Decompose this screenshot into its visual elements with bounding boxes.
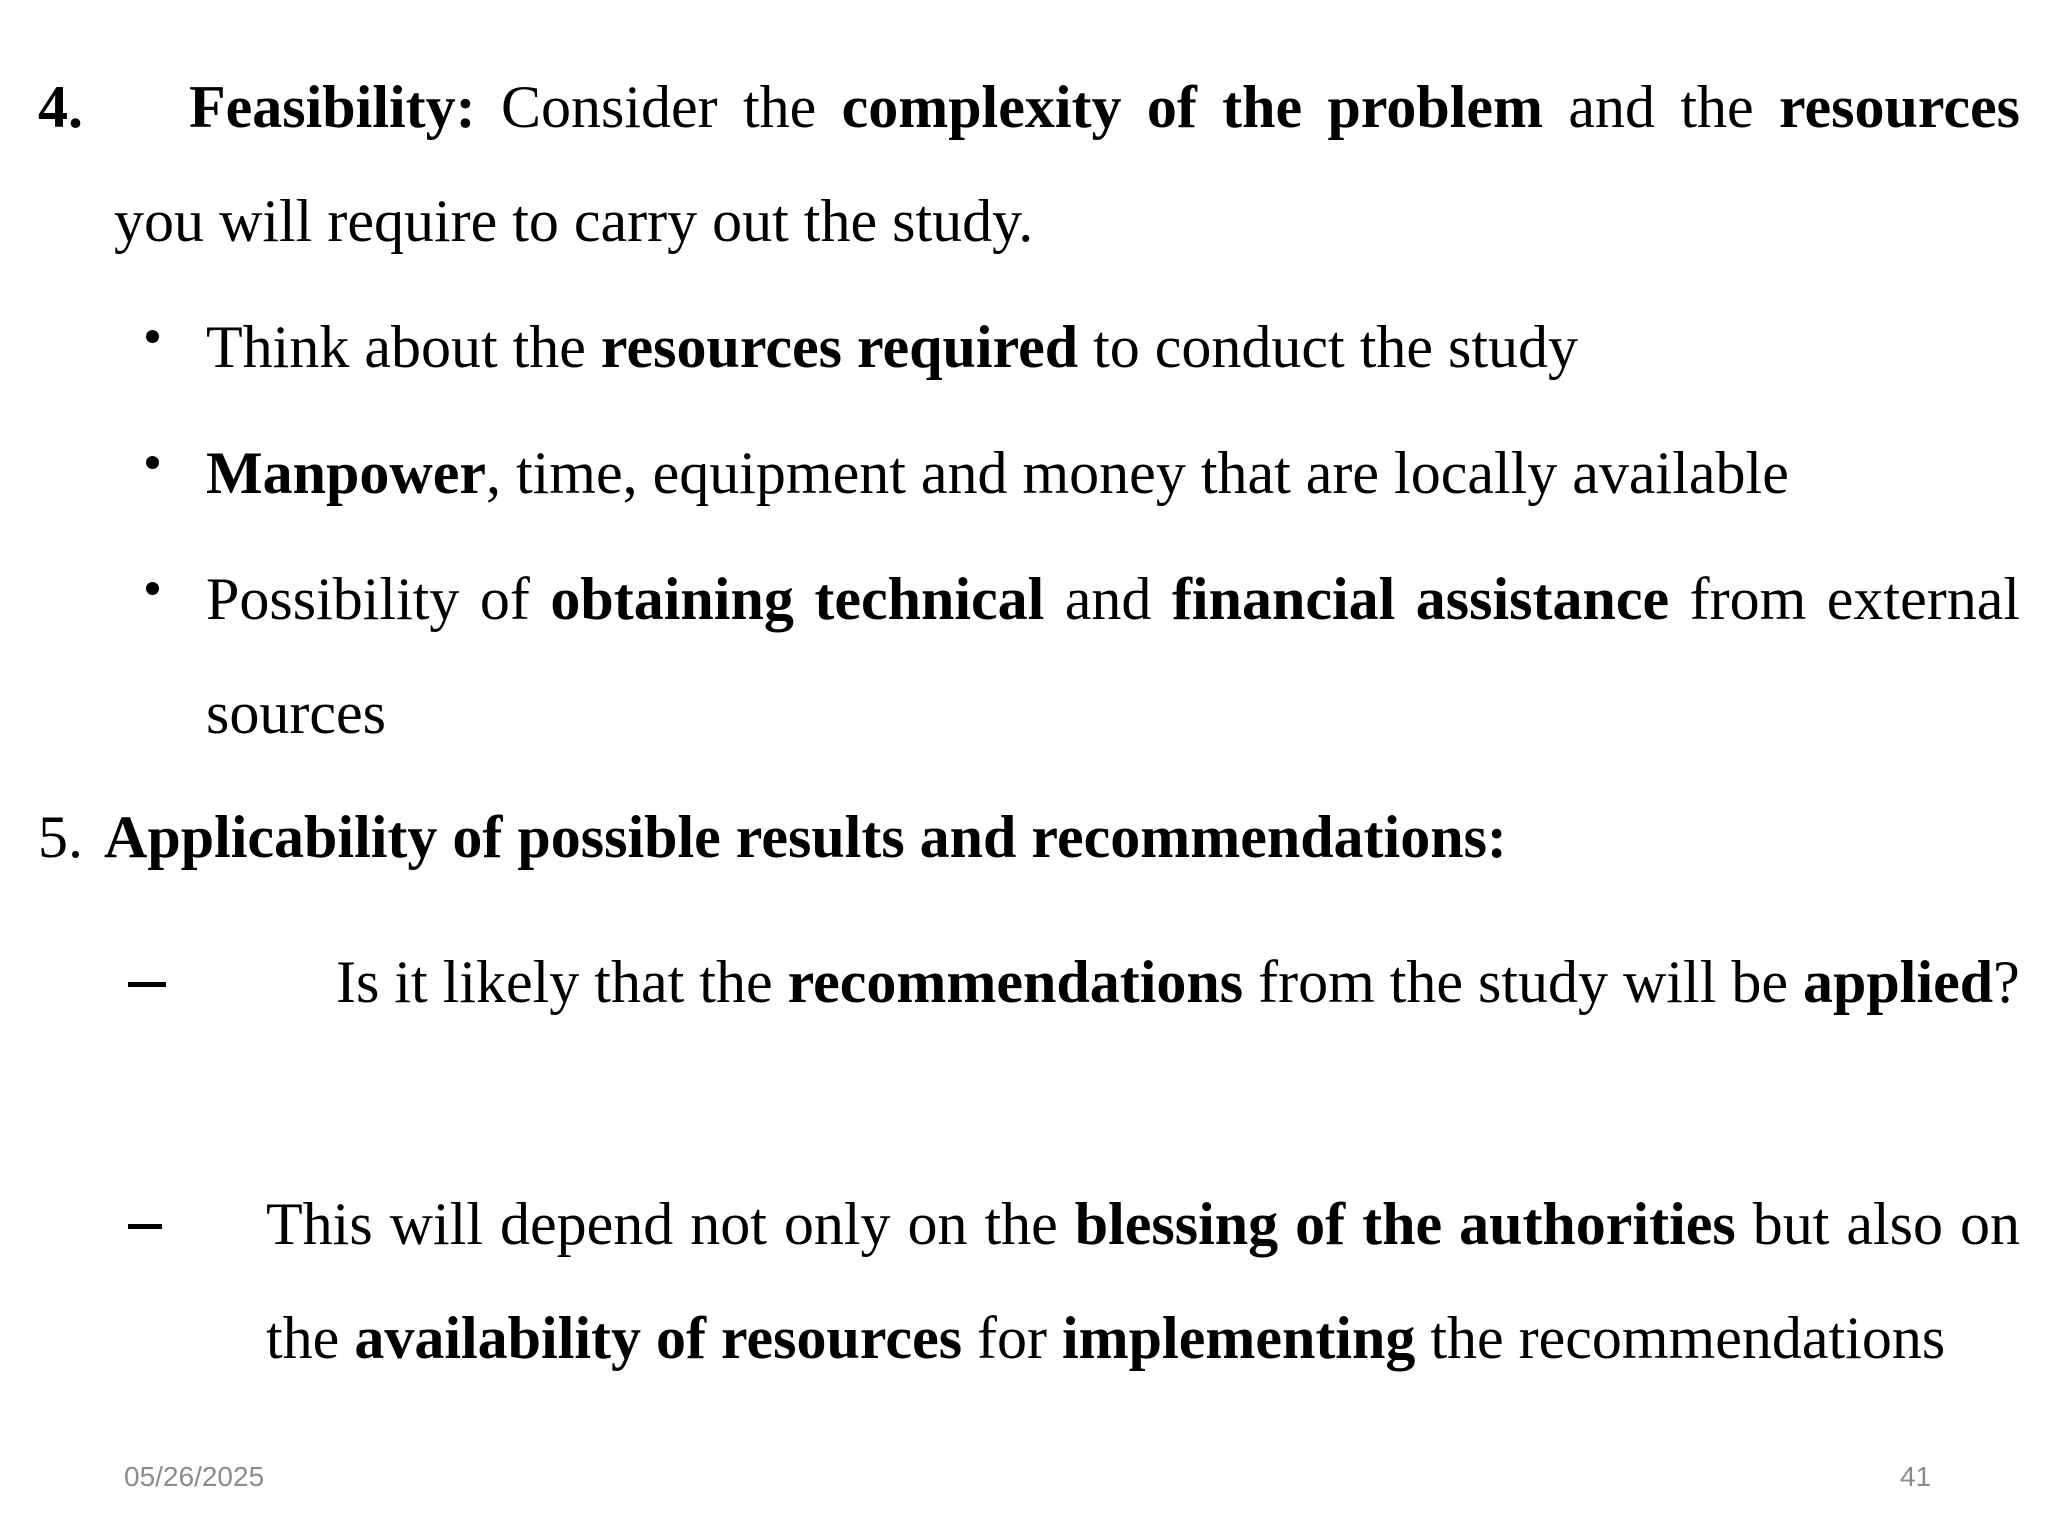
text-run: you will require to carry out the study.: [114, 188, 1034, 254]
text-run: but also on the: [266, 1191, 2020, 1371]
text-run: implementing: [1062, 1305, 1416, 1371]
text-run: for: [962, 1305, 1063, 1371]
text-run: ?: [1993, 949, 2020, 1015]
text-run: Consider the: [475, 74, 842, 140]
bullet-resources-required: [206, 290, 2020, 404]
bullet-manpower: [206, 416, 2020, 530]
bullet-dot: [146, 582, 159, 595]
text-run: from the study will be: [1243, 949, 1804, 1015]
text-run: financial assistance: [1171, 566, 1670, 632]
text-run: Possibility of: [206, 566, 551, 632]
dash-marker: [128, 1224, 162, 1229]
text-run: the recommendations: [1415, 1305, 1946, 1371]
bullet-assistance: [206, 542, 2020, 770]
text-run: resources: [1778, 74, 2021, 140]
text-run: resources required: [600, 314, 1079, 380]
footer-date: 05/26/2025: [124, 1461, 265, 1492]
bullet-dot: [146, 456, 159, 469]
item-5-number: 5.: [38, 804, 83, 870]
text-run: Feasibility:: [189, 74, 476, 140]
text-run: to conduct the study: [1078, 314, 1579, 380]
text-run: This will depend not only on the: [266, 1191, 1075, 1257]
text-run: Is it likely that the: [336, 949, 788, 1015]
text-run: obtaining technical: [550, 566, 1045, 632]
text-run: and: [1044, 566, 1172, 632]
text-run: and the: [1543, 74, 1779, 140]
text-run: complexity of the problem: [841, 74, 1544, 140]
text-run: availability of resources: [354, 1305, 963, 1371]
bullet-dot: [146, 330, 159, 343]
dash-item-recommendations-applied: [266, 925, 2020, 1039]
text-run: blessing of the authorities: [1074, 1191, 1736, 1257]
dash-item-authorities-resources: [266, 1167, 2020, 1395]
item-4-number: 4.: [38, 74, 83, 140]
item-4-feasibility-text: [38, 50, 2020, 278]
text-run: recommendations: [787, 949, 1244, 1015]
item-5-heading: Applicability of possible results and recommendations:: [104, 804, 1507, 870]
dash-marker: [128, 982, 166, 987]
text-run: , time, equipment and money that are locally available: [485, 440, 1789, 506]
text-run: Manpower: [206, 440, 486, 506]
text-run: applied: [1803, 949, 1994, 1015]
text-run: Think about the: [206, 314, 601, 380]
text-run: from external sources: [206, 566, 2020, 746]
footer-page-number: 41: [1900, 1461, 1932, 1492]
